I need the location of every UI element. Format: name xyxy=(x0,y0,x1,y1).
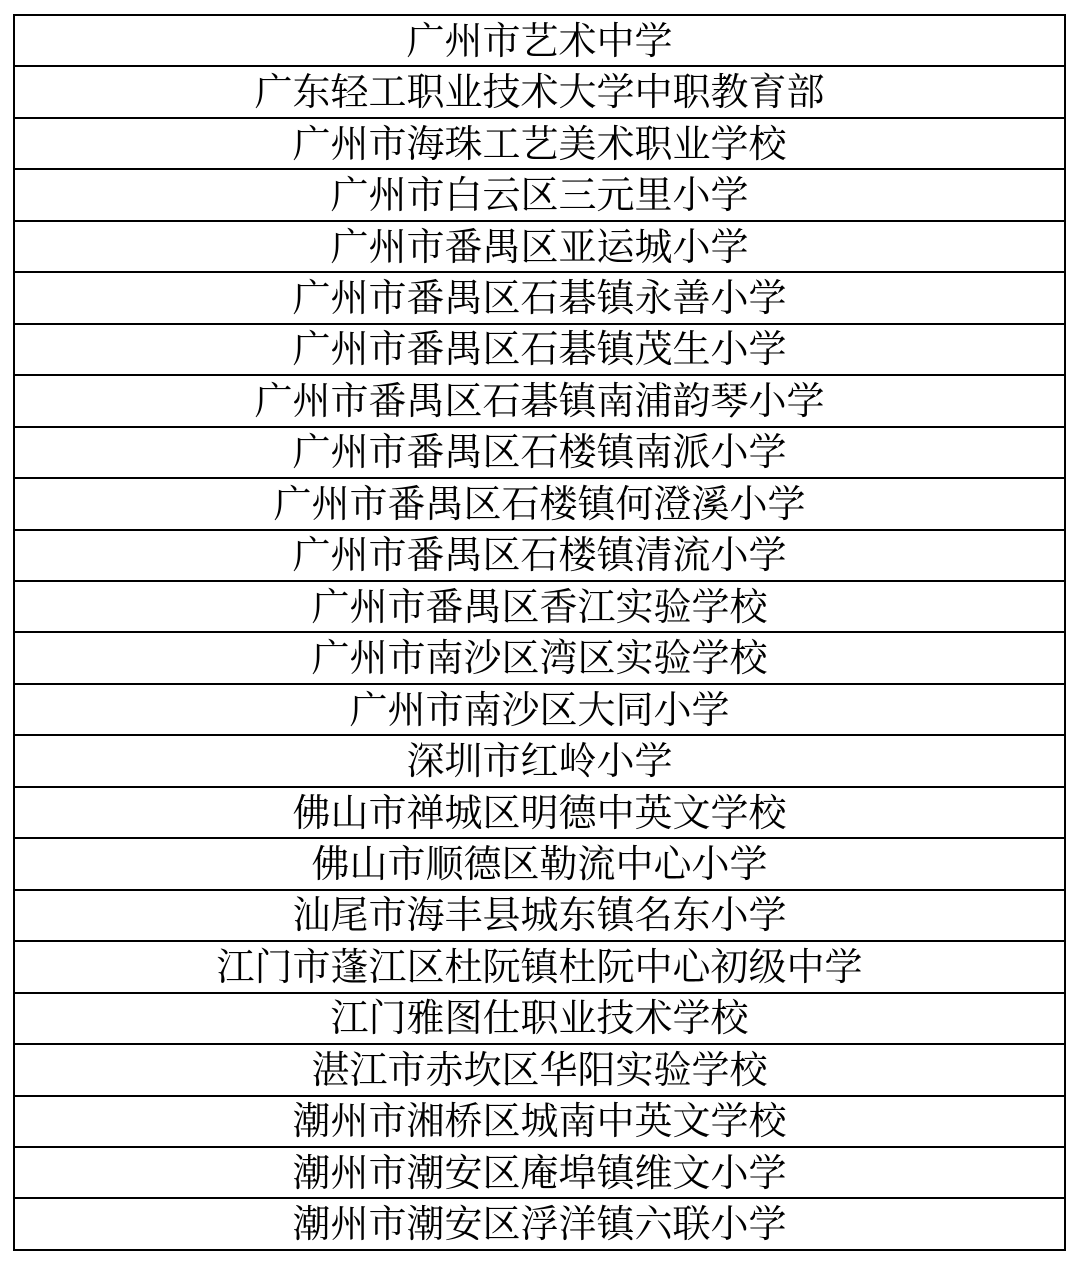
table-row xyxy=(14,272,1065,323)
school-name-cell: 广州市番禺区石碁镇永善小学 xyxy=(14,272,1065,323)
table-row xyxy=(14,941,1065,992)
school-name-cell: 湛江市赤坎区华阳实验学校 xyxy=(14,1044,1065,1095)
school-name-cell: 佛山市顺德区勒流中心小学 xyxy=(14,838,1065,889)
school-name-cell: 潮州市潮安区浮洋镇六联小学 xyxy=(14,1198,1065,1250)
school-name-cell: 潮州市湘桥区城南中英文学校 xyxy=(14,1096,1065,1147)
table-row xyxy=(14,427,1065,478)
table-row xyxy=(14,632,1065,683)
table-row xyxy=(14,324,1065,375)
table-row xyxy=(14,735,1065,786)
table-row xyxy=(14,478,1065,529)
school-name-cell: 潮州市潮安区庵埠镇维文小学 xyxy=(14,1147,1065,1198)
table-row xyxy=(14,15,1065,66)
table-row xyxy=(14,1096,1065,1147)
school-name-cell: 广州市艺术中学 xyxy=(14,15,1065,66)
school-list-table xyxy=(13,14,1066,1251)
table-row xyxy=(14,890,1065,941)
table-row xyxy=(14,1044,1065,1095)
table-row xyxy=(14,169,1065,220)
school-name-cell: 广州市番禺区石楼镇清流小学 xyxy=(14,530,1065,581)
table-row xyxy=(14,375,1065,426)
school-name-cell: 广州市南沙区大同小学 xyxy=(14,684,1065,735)
school-name-cell: 广州市番禺区石楼镇何澄溪小学 xyxy=(14,478,1065,529)
table-row xyxy=(14,581,1065,632)
school-name-cell: 广东轻工职业技术大学中职教育部 xyxy=(14,66,1065,117)
table-row xyxy=(14,66,1065,117)
table-row xyxy=(14,838,1065,889)
school-name-cell: 广州市南沙区湾区实验学校 xyxy=(14,632,1065,683)
table-row xyxy=(14,530,1065,581)
school-name-cell: 汕尾市海丰县城东镇名东小学 xyxy=(14,890,1065,941)
table-row xyxy=(14,787,1065,838)
table-row xyxy=(14,221,1065,272)
school-name-cell: 广州市海珠工艺美术职业学校 xyxy=(14,118,1065,169)
school-name-cell: 广州市番禺区石楼镇南派小学 xyxy=(14,427,1065,478)
school-name-cell: 广州市番禺区石碁镇南浦韵琴小学 xyxy=(14,375,1065,426)
school-name-cell: 佛山市禅城区明德中英文学校 xyxy=(14,787,1065,838)
school-name-cell: 深圳市红岭小学 xyxy=(14,735,1065,786)
school-name-cell: 广州市白云区三元里小学 xyxy=(14,169,1065,220)
school-name-cell: 江门雅图仕职业技术学校 xyxy=(14,993,1065,1044)
table-row xyxy=(14,1198,1065,1250)
school-name-cell: 广州市番禺区石碁镇茂生小学 xyxy=(14,324,1065,375)
school-name-cell: 广州市番禺区香江实验学校 xyxy=(14,581,1065,632)
table-row xyxy=(14,684,1065,735)
school-table-body xyxy=(14,15,1065,1250)
table-row xyxy=(14,993,1065,1044)
table-row xyxy=(14,1147,1065,1198)
table-row xyxy=(14,118,1065,169)
school-name-cell: 广州市番禺区亚运城小学 xyxy=(14,221,1065,272)
school-name-cell: 江门市蓬江区杜阮镇杜阮中心初级中学 xyxy=(14,941,1065,992)
